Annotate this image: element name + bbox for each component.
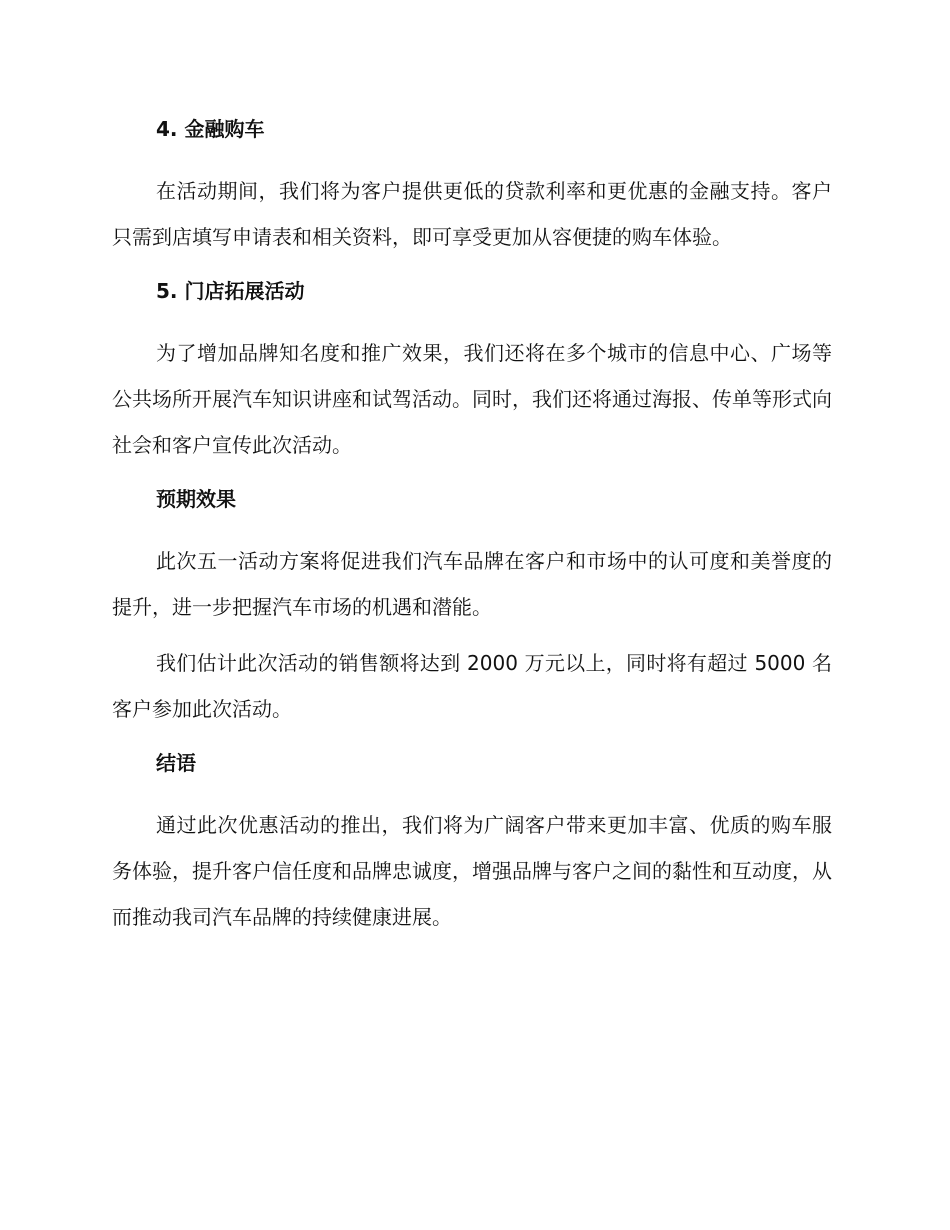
paragraph-expected-results-2: 我们估计此次活动的销售额将达到 2000 万元以上，同时将有超过 5000 名客户参加此次活动。 [112, 651, 832, 721]
document-body [112, 112, 832, 948]
paragraph-store-expansion: 为了增加品牌知名度和推广效果，我们还将在多个城市的信息中心、广场等公共场所开展汽车知识讲座和试驾活动。同时，我们还将通过海报、传单等形式向社会和客户宣传此次活动。 [112, 341, 832, 457]
section-heading-expected-results: 预期效果 [156, 487, 236, 511]
section-heading-store-expansion: 5. 门店拓展活动 [156, 279, 305, 303]
section-heading-financing: 4. 金融购车 [156, 117, 265, 141]
paragraph-financing: 在活动期间，我们将为客户提供更低的贷款利率和更优惠的金融支持。客户只需到店填写申请表和相关资料，即可享受更加从容便捷的购车体验。 [112, 179, 832, 249]
paragraph-conclusion: 通过此次优惠活动的推出，我们将为广阔客户带来更加丰富、优质的购车服务体验，提升客户信任度和品牌忠诚度，增强品牌与客户之间的黏性和互动度，从而推动我司汽车品牌的持续健康进展。 [112, 813, 832, 929]
paragraph-expected-results-1: 此次五一活动方案将促进我们汽车品牌在客户和市场中的认可度和美誉度的提升，进一步把握汽车市场的机遇和潜能。 [112, 549, 832, 619]
section-heading-conclusion: 结语 [156, 751, 196, 775]
